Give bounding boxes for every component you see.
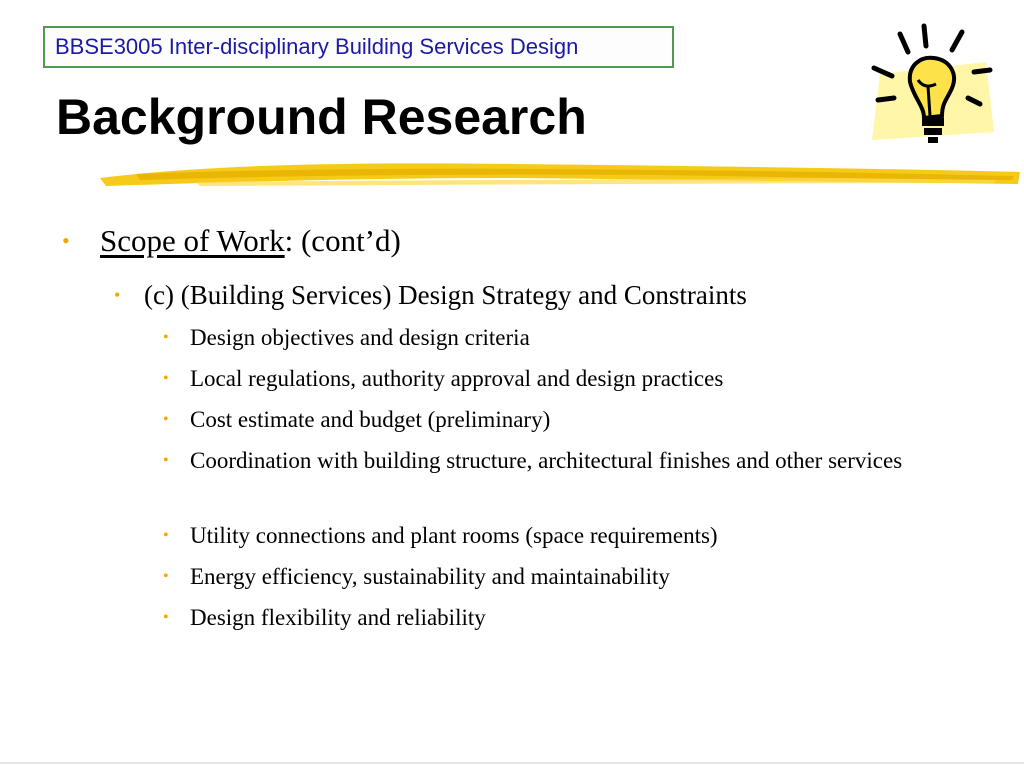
bullet-level1 [62,220,401,262]
bullet-dot: • [163,527,169,544]
bottom-divider [0,762,1024,764]
bullet-level3 [163,444,923,477]
bullet-level3 [163,519,923,552]
scope-of-work-link[interactable]: Scope of Work [100,223,285,258]
bullet-dot: • [163,329,169,346]
bullet-text: (c) (Building Services) Design Strategy and Constraints [144,280,747,310]
bullet-text: Coordination with building structure, architectural finishes and other services [190,448,903,473]
bullet-dot: • [163,411,169,428]
bullet-level3 [163,362,923,395]
bullet-text [100,220,401,262]
bullet-dot: • [62,228,70,253]
bullet-level3 [163,560,923,593]
bullet-text: Design flexibility and reliability [190,605,486,630]
bullet-level3 [163,321,923,354]
bullet-dot: • [163,370,169,387]
bullet-text: Design objectives and design criteria [190,325,530,350]
bullet-dot: • [163,568,169,585]
bullet-text: Local regulations, authority approval and design practices [190,366,724,391]
bullet-level2 [114,277,747,313]
bullet-text: Cost estimate and budget (preliminary) [190,407,551,432]
scope-of-work-suffix: : (cont’d) [284,223,401,258]
bullet-text: Energy efficiency, sustainability and maintainability [190,564,670,589]
bullet-dot: • [163,452,169,469]
bullet-dot: • [114,285,121,305]
bullet-level3 [163,403,923,436]
bullet-text: Utility connections and plant rooms (space requirements) [190,523,718,548]
bullet-level3 [163,601,923,634]
slide-title: Background Research [56,89,587,145]
course-label: BBSE3005 Inter-disciplinary Building Services Design [55,34,579,59]
bullet-dot: • [163,609,169,626]
